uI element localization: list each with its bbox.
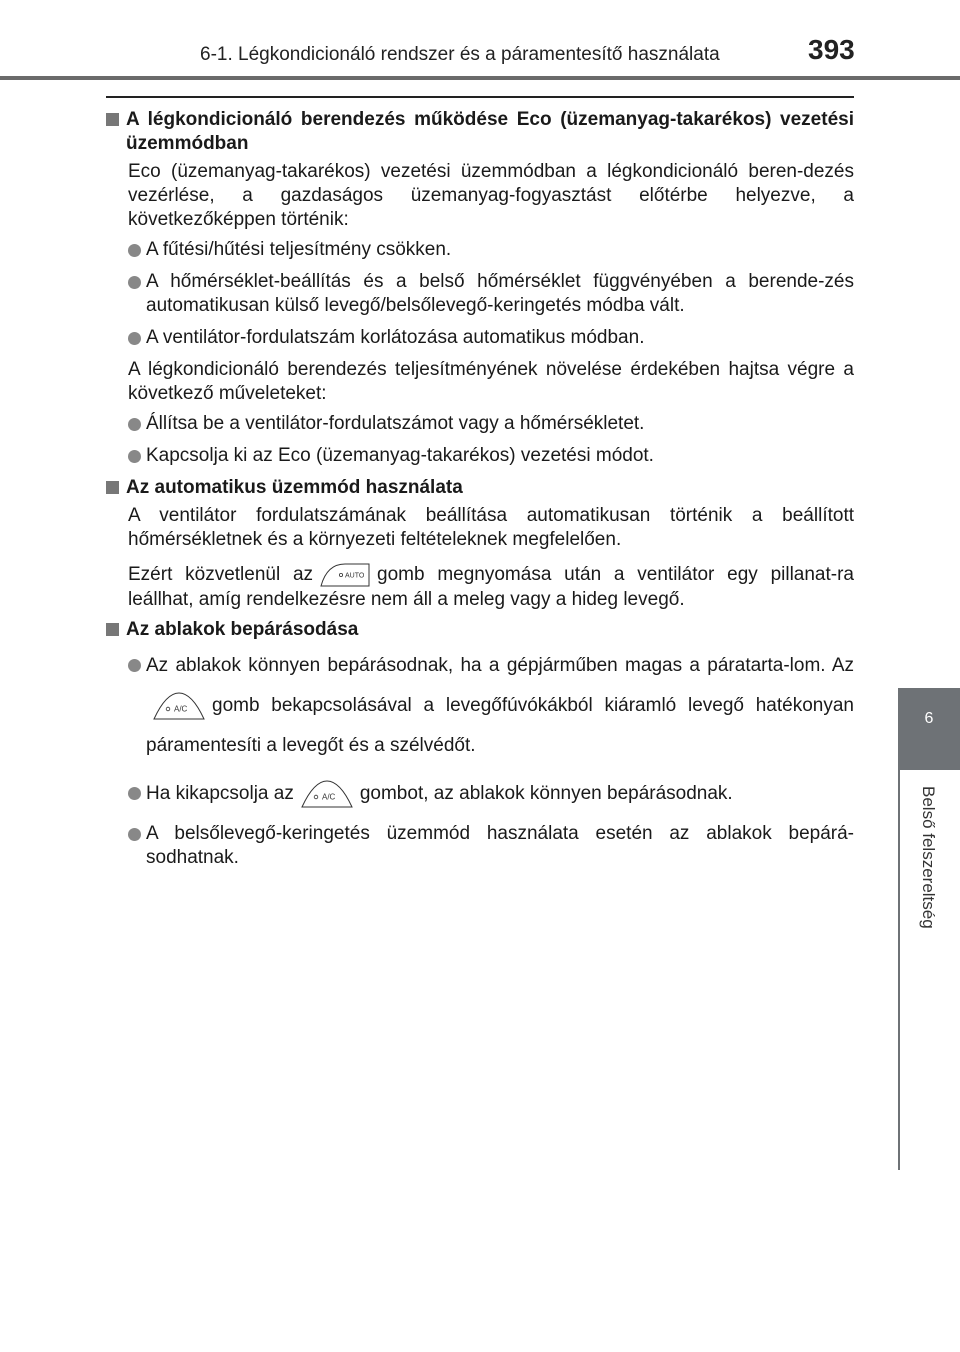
list-item: Ha kikapcsolja az A/C gombot, az ablakok könnyen bepárásodnak. <box>106 774 854 814</box>
list-item: Kapcsolja ki az Eco (üzemanyag-takarékos) vezetési módot. <box>106 444 854 468</box>
circle-bullet-icon <box>128 276 141 289</box>
svg-text:A/C: A/C <box>174 704 188 714</box>
circle-bullet-icon <box>128 418 141 431</box>
auto-button-icon <box>319 562 371 588</box>
section-heading-fog <box>106 618 854 642</box>
header-rule <box>0 76 960 80</box>
section-rule <box>106 96 854 98</box>
section-heading-eco <box>106 108 854 156</box>
list-item: Az ablakok könnyen bepárásodnak, ha a gépjárműben magas a páratarta-lom. Az A/C gomb bekapcsolásával a levegőfúvókákból kiáramló levegő hatékonyan páramentesíti a levegőt és a szélvédőt. <box>106 646 854 766</box>
heading-text: A légkondicionáló berendezés működése Eco (üzemanyag-takarékos) vezetési üzemmódban <box>126 109 854 154</box>
circle-bullet-icon <box>128 244 141 257</box>
page-content <box>106 96 854 878</box>
chapter-tab <box>898 688 960 770</box>
circle-bullet-icon <box>128 332 141 345</box>
svg-text:A/C: A/C <box>321 792 336 802</box>
list-item: A ventilátor-fordulatszám korlátozása automatikus módban. <box>106 326 854 350</box>
chapter-tab-line <box>898 770 900 1170</box>
square-bullet-icon <box>106 481 119 494</box>
chapter-label: Belső felszereltség <box>919 786 938 929</box>
heading-text: Az ablakok bepárásodása <box>126 619 359 640</box>
chapter-number: 6 <box>924 710 934 727</box>
circle-bullet-icon <box>128 450 141 463</box>
ac-button-icon <box>152 691 206 721</box>
circle-bullet-icon <box>128 659 141 672</box>
circle-bullet-icon <box>128 787 141 800</box>
circle-bullet-icon <box>128 828 141 841</box>
paragraph: Ezért közvetlenül az AUTO gomb megnyomása után a ventilátor egy pillanat-ra leállhat, amíg rendelkezésre nem áll a meleg vagy a hideg levegő. <box>106 562 854 612</box>
square-bullet-icon <box>106 623 119 636</box>
heading-text: Az automatikus üzemmód használata <box>126 477 463 498</box>
list-item: A belsőlevegő-keringetés üzemmód használata esetén az ablakok bepárá-sodhatnak. <box>106 822 854 870</box>
paragraph: Eco (üzemanyag-takarékos) vezetési üzemmódban a légkondicionáló beren-dezés vezérlése, a gazdaságos üzemanyag-fogyasztást előtérbe helyezve, a következőképpen történik: <box>128 161 854 230</box>
list-item: A fűtési/hűtési teljesítmény csökken. <box>106 238 854 262</box>
square-bullet-icon <box>106 113 119 126</box>
paragraph: A légkondicionáló berendezés teljesítményének növelése érdekében hajtsa végre a következő műveleteket: <box>128 359 854 404</box>
section-heading-auto <box>106 476 854 500</box>
list-item: Állítsa be a ventilátor-fordulatszámot vagy a hőmérsékletet. <box>106 412 854 436</box>
list-item: A hőmérséklet-beállítás és a belső hőmérséklet függvényében a berende-zés automatikusan külső levegő/belsőlevegő-keringetés módba vált. <box>106 270 854 318</box>
running-header: 6-1. Légkondicionáló rendszer és a páramentesítő használata <box>200 44 720 65</box>
ac-button-icon <box>300 779 354 809</box>
svg-text:AUTO: AUTO <box>345 572 365 580</box>
paragraph: A ventilátor fordulatszámának beállítása automatikusan történik a beállított hőmérsékletnek és a környezeti feltételeknek megfelelően. <box>128 505 854 550</box>
page-number: 393 <box>808 34 855 65</box>
